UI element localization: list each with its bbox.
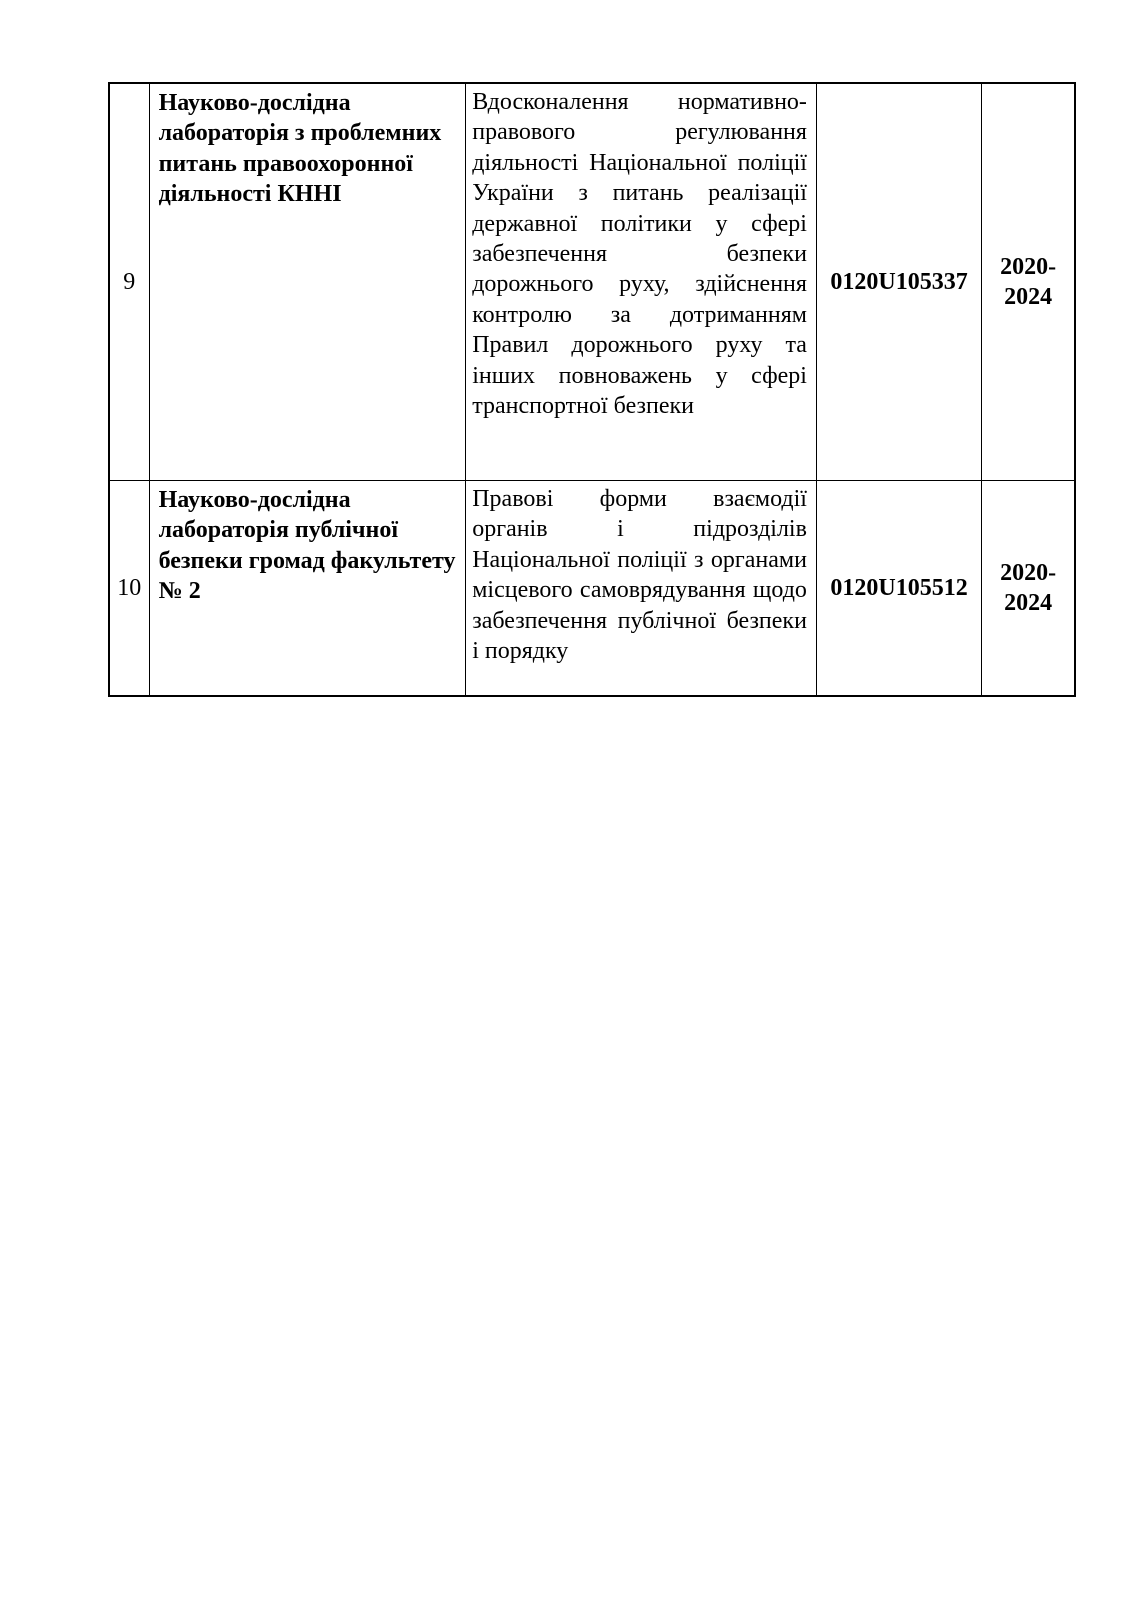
research-years bbox=[982, 83, 1075, 481]
registration-number: 0120U105337 bbox=[816, 83, 981, 481]
row-number: 9 bbox=[109, 83, 149, 481]
years-end: 2024 bbox=[1004, 590, 1053, 616]
laboratory-name: Науково-дослідна лабораторія публічної безпеки громад факультету № 2 bbox=[149, 481, 466, 697]
registration-number: 0120U105512 bbox=[816, 481, 981, 697]
table-row bbox=[109, 481, 1075, 697]
years-start: 2020- bbox=[1000, 559, 1057, 586]
laboratory-name: Науково-дослідна лабораторія з проблемних питань правоохоронної діяльності КННІ bbox=[149, 83, 466, 481]
research-topic bbox=[466, 481, 817, 697]
research-topic-text: Правові форми взаємодії органів і підрозділів Національної поліції з органами місцевого самоврядування щодо забезпечення публічної безпеки і порядку bbox=[472, 486, 807, 665]
table-row bbox=[109, 83, 1075, 481]
research-topic bbox=[466, 83, 817, 481]
years-start: 2020- bbox=[1000, 253, 1057, 280]
years-end: 2024 bbox=[1004, 284, 1053, 310]
research-years bbox=[982, 481, 1075, 697]
row-number: 10 bbox=[109, 481, 149, 697]
research-table bbox=[108, 82, 1076, 697]
research-topic-text: Вдосконалення нормативно-правового регулювання діяльності Національної поліції України з питань реалізації державної політики у сфері забезпечення безпеки дорожнього руху, здійснення контролю за дотриманням Правил дорожнього руху та інших повноважень у сфері транспортної безпеки bbox=[472, 89, 807, 420]
